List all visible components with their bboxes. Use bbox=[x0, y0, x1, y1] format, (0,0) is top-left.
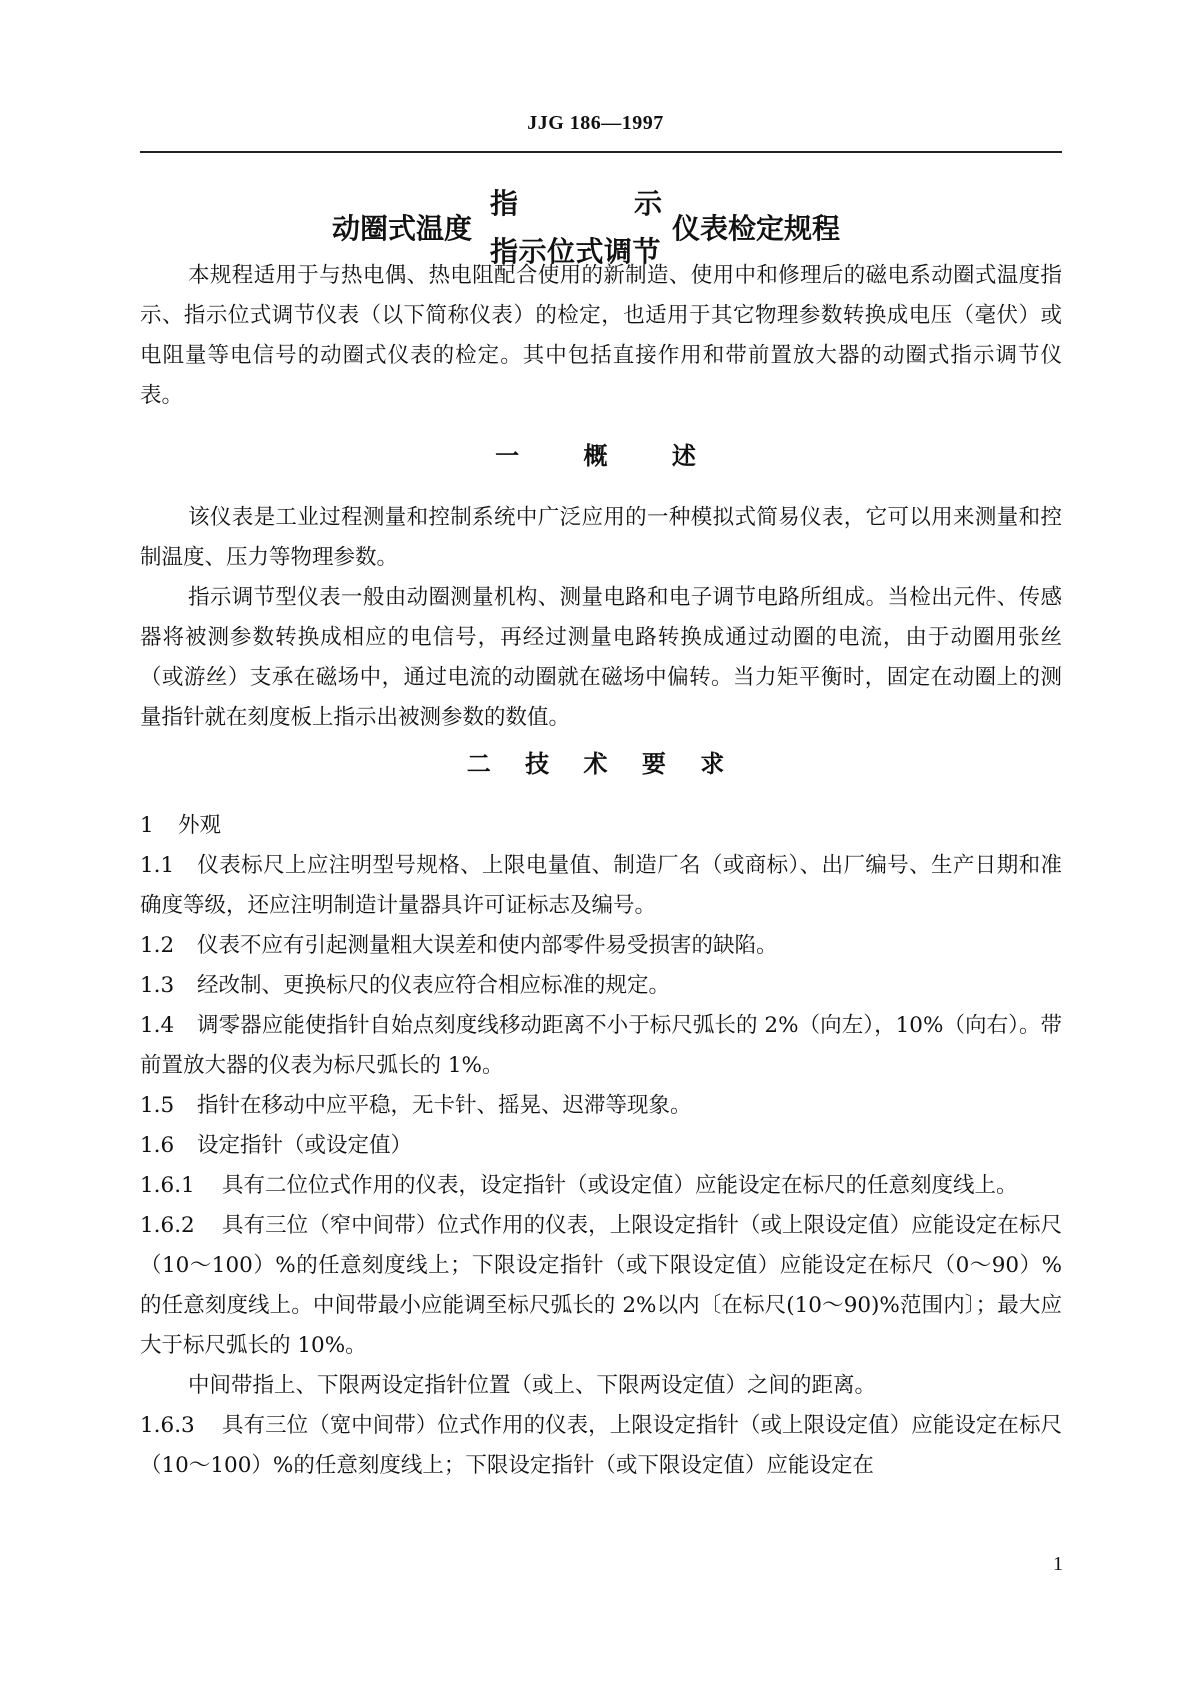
clause-text: 具有三位（窄中间带）位式作用的仪表，上限设定指针（或上限设定值）应能设定在标尺（10～100）%的任意刻度线上；下限设定指针（或下限设定值）应能设定在标尺（0～90）%的任意刻度线上。中间带最小应能调至标尺弧长的 2%以内〔在标尺(10～90)%范围内〕；最大应大于标尺弧长的 10%。 bbox=[140, 1213, 1062, 1358]
clause-text: 外观 bbox=[178, 813, 222, 838]
page-number: 1 bbox=[1053, 1553, 1063, 1575]
intro-paragraph: 本规程适用于与热电偶、热电阻配合使用的新制造、使用中和修理后的磁电系动圈式温度指示、指示位式调节仪表（以下简称仪表）的检定，也适用于其它物理参数转换成电压（毫伏）或电阻量等电信号的动圈式仪表的检定。其中包括直接作用和带前置放大器的动圈式指示调节仪表。 bbox=[140, 263, 1062, 408]
section-2-heading-char: 二 bbox=[466, 750, 491, 778]
intro-block bbox=[140, 256, 1062, 416]
section-2-heading-char: 术 bbox=[583, 750, 608, 778]
clause-number: 1.6.3 bbox=[140, 1413, 195, 1438]
clause bbox=[140, 966, 1062, 1006]
clause-note: 中间带指上、下限两设定指针位置（或上、下限两设定值）之间的距离。 bbox=[188, 1373, 877, 1398]
title-left: 动圈式温度 bbox=[332, 212, 473, 245]
section-2-heading-char: 技 bbox=[525, 750, 550, 778]
clause bbox=[140, 1006, 1062, 1086]
section-1-paragraph: 该仪表是工业过程测量和控制系统中广泛应用的一种模拟式简易仪表，它可以用来测量和控制温度、压力等物理参数。 bbox=[140, 505, 1062, 570]
clause bbox=[140, 1126, 1062, 1166]
title-middle-top-1: 指 bbox=[490, 187, 519, 220]
clause bbox=[140, 926, 1062, 966]
header-rule bbox=[140, 151, 1062, 153]
section-2-heading-char: 要 bbox=[641, 750, 666, 778]
clause bbox=[140, 1206, 1062, 1366]
section-1-paragraph: 指示调节型仪表一般由动圈测量机构、测量电路和电子调节电路所组成。当检出元件、传感器将被测参数转换成相应的电信号，再经过测量电路转换成通过动圈的电流，由于动圈用张丝（或游丝）支承在磁场中，通过电流的动圈就在磁场中偏转。当力矩平衡时，固定在动圈上的测量指针就在刻度板上指示出被测参数的数值。 bbox=[140, 585, 1062, 730]
clause bbox=[140, 1166, 1062, 1206]
document-title bbox=[332, 182, 892, 268]
section-1-heading-char: 述 bbox=[671, 442, 696, 470]
clause-number: 1.6 bbox=[140, 1133, 175, 1158]
clause-text: 仪表不应有引起测量粗大误差和使内部零件易受损害的缺陷。 bbox=[197, 933, 778, 958]
clause bbox=[140, 1086, 1062, 1126]
clause-number: 1.1 bbox=[140, 853, 175, 878]
document-code-header: JJG 186—1997 bbox=[527, 112, 664, 134]
section-1-heading-char: 概 bbox=[583, 442, 608, 470]
clause-text: 指针在移动中应平稳，无卡针、摇晃、迟滞等现象。 bbox=[197, 1093, 692, 1118]
section-2-heading-char: 求 bbox=[700, 750, 725, 778]
clause bbox=[140, 806, 1062, 846]
section-1-body bbox=[140, 498, 1062, 738]
clause-number: 1 bbox=[140, 813, 154, 838]
title-middle-bottom: 指示位式调节 bbox=[490, 235, 662, 268]
clause-number: 1.6.1 bbox=[140, 1173, 195, 1198]
clause-text: 具有二位位式作用的仪表，设定指针（或设定值）应能设定在标尺的任意刻度线上。 bbox=[222, 1173, 1018, 1198]
title-middle-top-2: 示 bbox=[634, 187, 663, 220]
clause-text: 具有三位（宽中间带）位式作用的仪表，上限设定指针（或上限设定值）应能设定在标尺（10～100）%的任意刻度线上；下限设定指针（或下限设定值）应能设定在 bbox=[140, 1413, 1062, 1478]
clause-text: 仪表标尺上应注明型号规格、上限电量值、制造厂名（或商标）、出厂编号、生产日期和准确度等级，还应注明制造计量器具许可证标志及编号。 bbox=[140, 853, 1062, 918]
clause-number: 1.4 bbox=[140, 1013, 175, 1038]
clause-text: 设定指针（或设定值） bbox=[197, 1133, 413, 1158]
clause-number: 1.6.2 bbox=[140, 1213, 195, 1238]
clause-number: 1.2 bbox=[140, 933, 175, 958]
clause-text: 调零器应能使指针自始点刻度线移动距离不小于标尺弧长的 2%（向左），10%（向右）。带前置放大器的仪表为标尺弧长的 1%。 bbox=[140, 1013, 1062, 1078]
section-1-heading-char: 一 bbox=[495, 442, 520, 470]
title-right: 仪表检定规程 bbox=[672, 212, 841, 245]
section-2-body bbox=[140, 806, 1062, 1486]
clause-text: 经改制、更换标尺的仪表应符合相应标准的规定。 bbox=[197, 973, 671, 998]
clause-number: 1.5 bbox=[140, 1093, 175, 1118]
clause bbox=[140, 1406, 1062, 1486]
section-2-heading bbox=[0, 744, 1191, 779]
clause bbox=[140, 846, 1062, 926]
section-1-heading bbox=[0, 436, 1191, 471]
clause-number: 1.3 bbox=[140, 973, 175, 998]
